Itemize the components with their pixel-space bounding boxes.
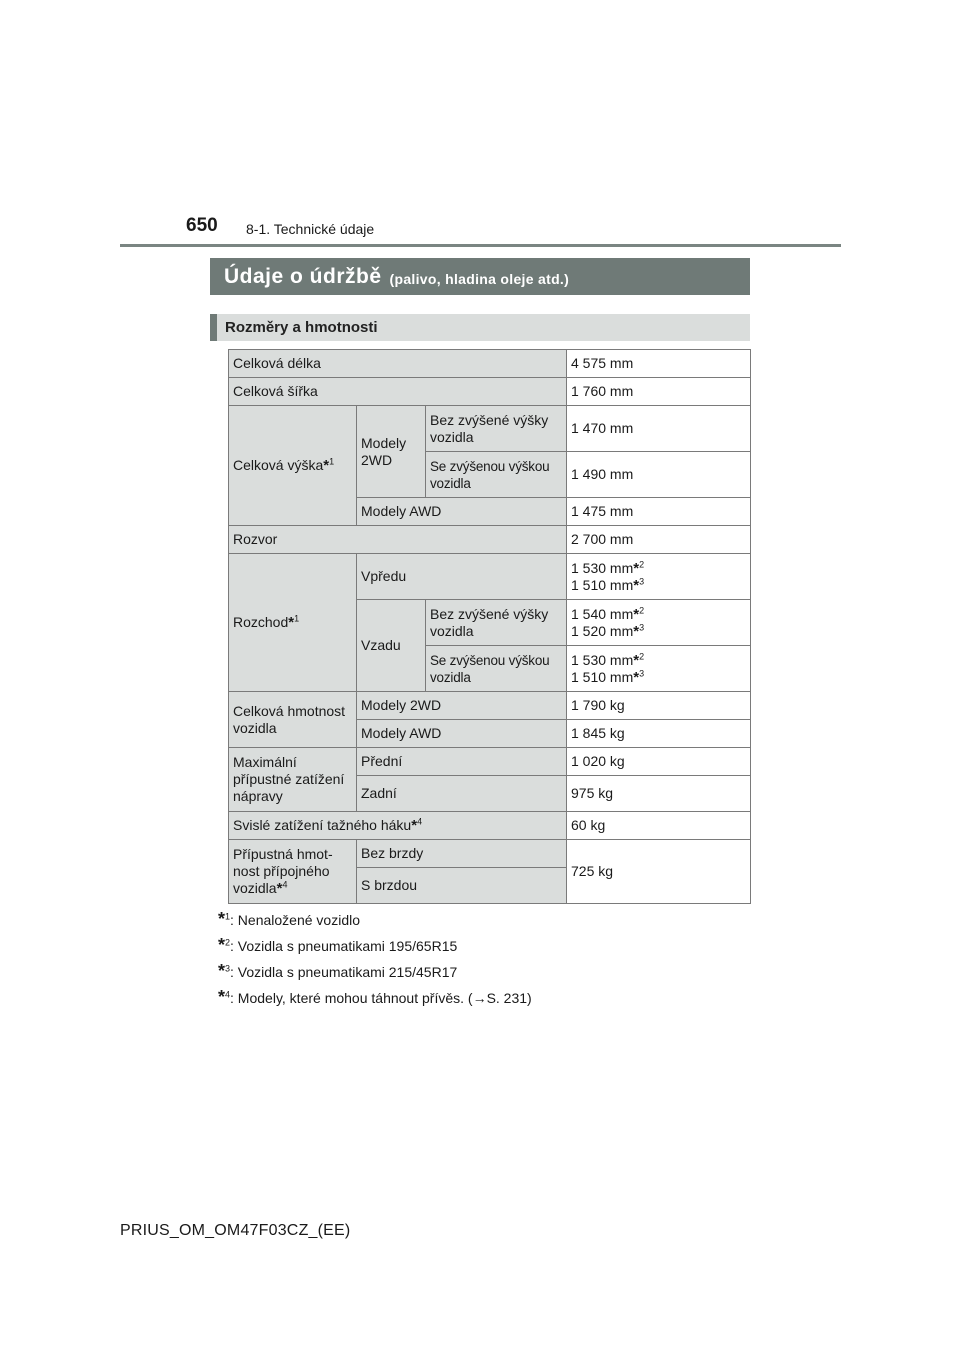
document-code: PRIUS_OM_OM47F03CZ_(EE) (120, 1222, 351, 1239)
row-label: Celková výška*$^1$ (229, 406, 357, 526)
row-value: 2 700 mm (567, 526, 751, 554)
arrow-right-icon: → (472, 990, 487, 1006)
page-number: 650 (186, 215, 218, 236)
page-title: Údaje o údržbě (224, 264, 382, 288)
spec-table (228, 349, 751, 904)
table-row (229, 812, 751, 840)
row-condition: Se zvýšenou výškou vozidla (426, 646, 567, 692)
table-row (229, 748, 751, 776)
row-label: Rozchod*$^1$ (229, 554, 357, 692)
row-sublabel: Vzadu (357, 600, 426, 692)
row-condition: Bez zvýšené výšky vozidla (426, 600, 567, 646)
row-value: 1 020 kg (567, 748, 751, 776)
row-label: Celková šířka (229, 378, 567, 406)
subtitle-bar (210, 314, 750, 341)
row-sublabel: Vpředu (357, 554, 567, 600)
row-value: 1 530 mm*$^2$ 1 510 mm*$^3$ (567, 554, 751, 600)
page-reference: S. 231 (486, 990, 528, 1006)
table-row (229, 406, 751, 452)
row-sublabel: Modely AWD (357, 498, 567, 526)
row-value: 975 kg (567, 776, 751, 812)
row-label: Přípustná hmot- nost přípojného vozidla*$^4$ (229, 840, 357, 904)
table-row (229, 554, 751, 600)
section-heading: 8-1. Technické údaje (246, 221, 375, 237)
header-rule (120, 244, 841, 247)
row-sublabel: Modely 2WD (357, 692, 567, 720)
row-label: Svislé zatížení tažného háku*$^4$ (229, 812, 567, 840)
footnote: *$^3$: Vozidla s pneumatikami 215/45R17 (218, 961, 458, 981)
row-label: Celková délka (229, 350, 567, 378)
row-label: Maximální přípustné zatížení nápravy (229, 748, 357, 812)
row-sublabel: Modely AWD (357, 720, 567, 748)
row-condition: Se zvýšenou výškou vozidla (426, 452, 567, 498)
subtitle-marker (210, 314, 217, 341)
table-row (229, 840, 751, 868)
page-title-sub: (palivo, hladina oleje atd.) (389, 270, 570, 287)
table-row (229, 526, 751, 554)
row-value: 1 845 kg (567, 720, 751, 748)
row-condition: Bez zvýšené výšky vozidla (426, 406, 567, 452)
table-row (229, 350, 751, 378)
row-value: 1 470 mm (567, 406, 751, 452)
footnote: *$^1$: Nenaložené vozidlo (218, 909, 361, 929)
row-value: 1 490 mm (567, 452, 751, 498)
footnote: *$^2$: Vozidla s pneumatikami 195/65R15 (218, 935, 458, 955)
footnotes (218, 906, 532, 1010)
row-sublabel: Přední (357, 748, 567, 776)
row-sublabel: Bez brzdy (357, 840, 567, 868)
table-row (229, 378, 751, 406)
row-value: 60 kg (567, 812, 751, 840)
row-value: 1 530 mm*$^2$ 1 510 mm*$^3$ (567, 646, 751, 692)
row-label: Rozvor (229, 526, 567, 554)
row-value: 1 760 mm (567, 378, 751, 406)
footnote: *$^4$: Modely, které mohou táhnout přívěs. (→S. 231) (218, 987, 532, 1007)
title-bar (210, 258, 750, 295)
subtitle: Rozměry a hmotnosti (225, 319, 378, 336)
row-sublabel: Zadní (357, 776, 567, 812)
row-sublabel: S brzdou (357, 868, 567, 904)
row-value: 1 475 mm (567, 498, 751, 526)
row-sublabel: Modely 2WD (357, 406, 426, 498)
row-value: 1 540 mm*$^2$ 1 520 mm*$^3$ (567, 600, 751, 646)
table-row (229, 692, 751, 720)
row-value: 4 575 mm (567, 350, 751, 378)
row-value: 725 kg (567, 840, 751, 904)
row-label: Celková hmotnost vozidla (229, 692, 357, 748)
row-value: 1 790 kg (567, 692, 751, 720)
